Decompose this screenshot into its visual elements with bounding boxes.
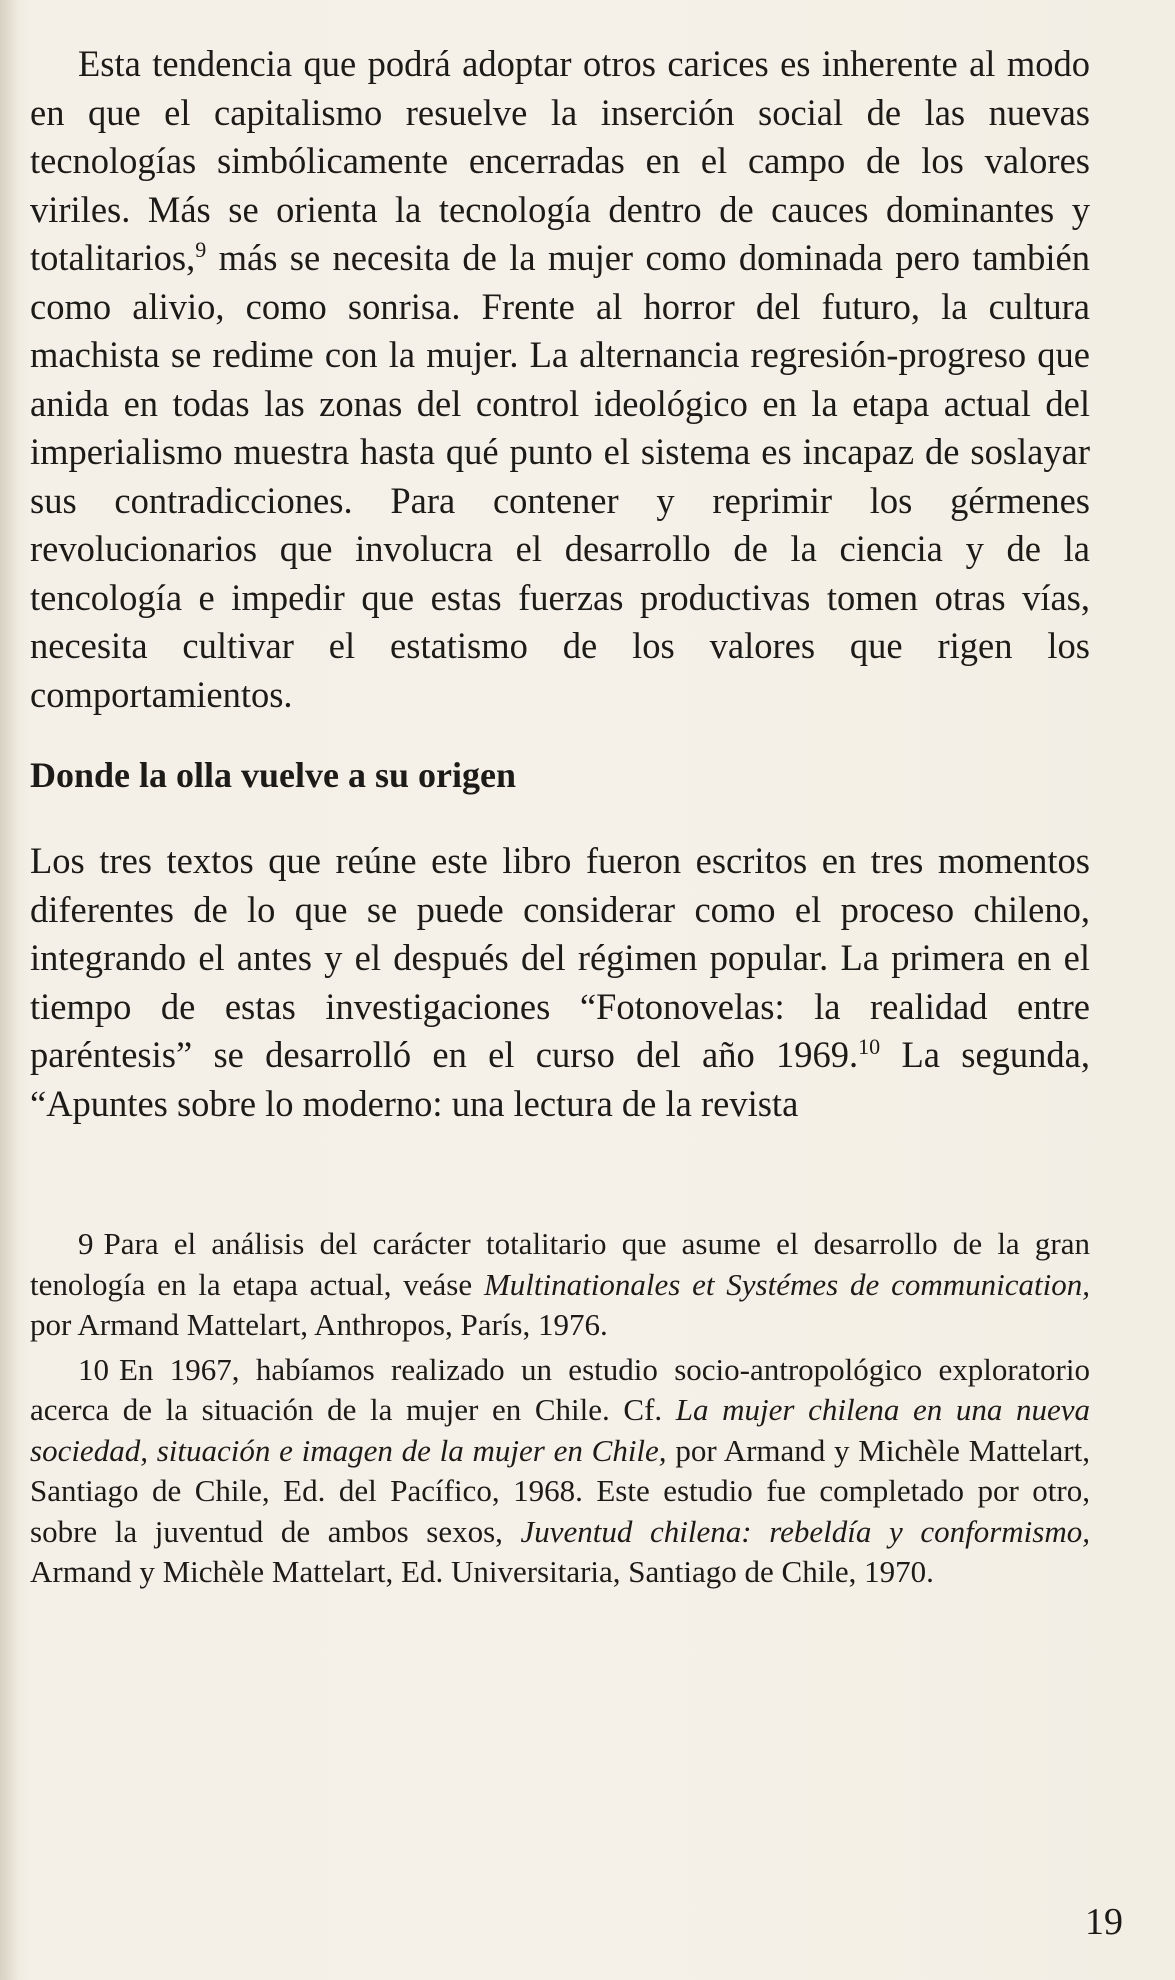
- footnote-9-text-b: por Armand Mattelart, Anthropos, París, 1976.: [30, 1307, 608, 1342]
- section-heading: Donde la olla vuelve a su origen: [30, 755, 517, 795]
- footnote-number: 9: [78, 1226, 94, 1261]
- footnotes: [30, 1224, 1090, 1593]
- footnote-9-title: Multinationales et Systémes de communication,: [483, 1266, 1090, 1302]
- paragraph-2-text-b: La segunda, “Apuntes sobre lo moderno: una lectura de la revista: [30, 1034, 1090, 1124]
- footnote-10-title-1: La mujer chilena en una nueva sociedad, situación e imagen de la mujer en Chile,: [30, 1392, 1090, 1468]
- gutter-shadow: [0, 0, 18, 1980]
- footnote-10: [30, 1350, 1090, 1593]
- body-paragraph-1: [30, 40, 1090, 719]
- paragraph-2-text-a: Los tres textos que reúne este libro fueron escritos en tres momentos diferentes de lo que se puede considerar como el proceso chileno, integrando el antes y el después del régimen popular. La primera en el tiempo de estas investigaciones “Fotonovelas: la realidad entre paréntesis” se desarrolló en el curso del año 1969.: [30, 840, 1090, 1075]
- footnote-10-title-2: Juventud chilena: rebeldía y conformismo,: [520, 1513, 1090, 1549]
- body-paragraph-2: [30, 837, 1090, 1128]
- footnote-number: 10: [78, 1351, 109, 1387]
- paragraph-1-text-a: Esta tendencia que podrá adoptar otros carices es inherente al modo en que el capitalismo resuelve la inserción social de las nuevas tecnologías simbólicamente encerradas en el campo de los valores viriles. Más se orienta la tecnología dentro de cauces dominantes y totalitarios,: [30, 43, 1090, 278]
- footnote-ref-10: 10: [858, 1033, 881, 1059]
- footnote-9-text-a: Para el análisis del carácter totalitario que asume el desarrollo de la gran tenología en la etapa actual, veáse: [30, 1226, 1090, 1302]
- page-content: [30, 40, 1090, 1597]
- footnote-10-text-b: por Armand y Michèle Mattelart, Santiago de Chile, Ed. del Pacífico, 1968. Este estudio fue completado por otro, sobre la juventud de ambos sexos,: [30, 1432, 1090, 1549]
- footnote-10-text-c: Armand y Michèle Mattelart, Ed. Universitaria, Santiago de Chile, 1970.: [30, 1554, 934, 1589]
- footnote-ref-9: 9: [195, 236, 207, 262]
- footnote-9: [30, 1224, 1090, 1346]
- footnote-10-text-a: En 1967, habíamos realizado un estudio socio-antropológico exploratorio acerca de la situación de la mujer en Chile. Cf.: [30, 1351, 1090, 1427]
- page-number: 19: [1085, 1901, 1123, 1943]
- paragraph-1-text-b: más se necesita de la mujer como dominada pero también como alivio, como sonrisa. Frente al horror del futuro, la cultura machista se redime con la mujer. La alternancia regresión-progreso que anida en todas las zonas del control ideológico en la etapa actual del imperialismo muestra hasta qué punto el sistema es incapaz de soslayar sus contradicciones. Para contener y reprimir los gérmenes revolucionarios que involucra el desarrollo de la ciencia y de la tencología e impedir que estas fuerzas productivas tomen otras vías, necesita cultivar el estatismo de los valores que rigen los comportamientos.: [30, 237, 1090, 715]
